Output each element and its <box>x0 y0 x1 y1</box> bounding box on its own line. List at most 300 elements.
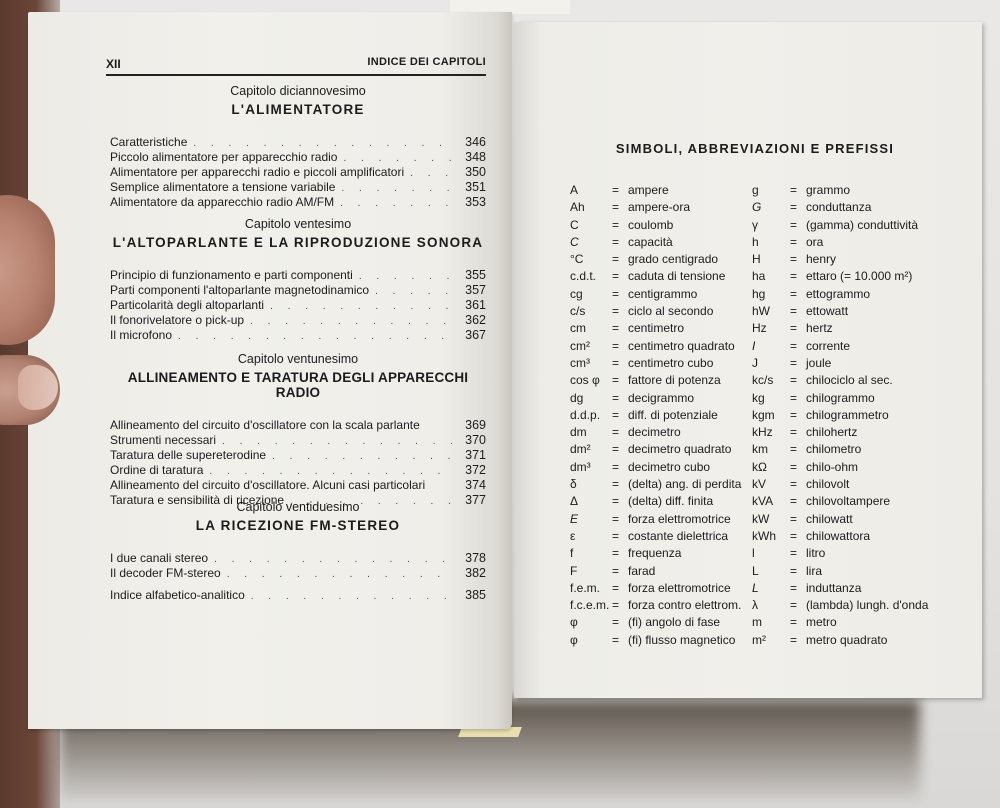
symbol-row <box>570 407 741 424</box>
symbol: f <box>570 546 574 561</box>
symbol-row <box>570 286 741 303</box>
toc-entry <box>110 283 486 298</box>
equals-sign: = <box>790 494 798 509</box>
toc-entry-text: Il decoder FM-stereo <box>110 566 221 580</box>
equals-sign: = <box>612 338 620 353</box>
symbol-row <box>570 234 741 251</box>
symbol: G <box>752 200 762 215</box>
chapter-20 <box>110 217 486 343</box>
symbol-row <box>752 234 928 251</box>
toc-entry <box>110 588 486 603</box>
definition: ettogrammo <box>806 286 871 301</box>
definition: conduttanza <box>806 200 872 215</box>
symbol: kc/s <box>752 373 774 388</box>
chapter-19 <box>110 84 486 210</box>
definition: forza elettromotrice <box>628 580 731 595</box>
toc-entry <box>110 150 486 165</box>
definition: chilogrammo <box>806 390 875 405</box>
symbol-row <box>570 545 741 562</box>
chapter-label: Capitolo ventesimo <box>244 217 352 231</box>
symbol: h <box>752 234 759 249</box>
equals-sign: = <box>790 528 798 543</box>
running-head-title: INDICE DEI CAPITOLI <box>367 56 486 68</box>
equals-sign: = <box>790 355 798 370</box>
definition: corrente <box>806 338 851 353</box>
symbol-row <box>752 217 928 234</box>
symbol: c.d.t. <box>570 269 597 284</box>
equals-sign: = <box>790 286 798 301</box>
definition: caduta di tensione <box>628 269 726 284</box>
definition: (delta) diff. finita <box>628 494 714 509</box>
toc-entry-text: Allineamento del circuito d'oscillatore. Alcuni casi particolari <box>110 478 426 492</box>
chapter-title: ALLINEAMENTO E TARATURA DEGLI APPARECCHI RADIO <box>127 370 469 400</box>
symbol-row <box>752 597 928 614</box>
equals-sign: = <box>612 528 620 543</box>
equals-sign: = <box>612 355 620 370</box>
symbol-row <box>752 182 928 199</box>
symbol: cos φ <box>570 373 600 388</box>
equals-sign: = <box>790 269 798 284</box>
equals-sign: = <box>790 234 798 249</box>
definition: ciclo al secondo <box>628 304 714 319</box>
symbol-row <box>570 182 741 199</box>
toc-entry-text: Piccolo alimentatore per apparecchio radio <box>110 150 338 164</box>
symbol: E <box>570 511 579 526</box>
equals-sign: = <box>790 425 798 440</box>
definition: chilo-ohm <box>806 459 859 474</box>
equals-sign: = <box>612 390 620 405</box>
symbol: kg <box>752 390 765 405</box>
leader-dots <box>214 553 452 568</box>
definition: decimetro <box>628 425 681 440</box>
leader-dots <box>340 197 452 212</box>
definition: ampere-ora <box>628 200 691 215</box>
symbol-row <box>570 372 741 389</box>
equals-sign: = <box>612 459 620 474</box>
toc-entry-page: 350 <box>465 165 486 179</box>
symbol: f.c.e.m. <box>570 598 610 613</box>
equals-sign: = <box>790 546 798 561</box>
symbol: φ <box>570 615 578 630</box>
toc-entry-page: 370 <box>465 433 486 447</box>
toc-entry-page: 371 <box>465 448 486 462</box>
symbol: f.e.m. <box>570 580 601 595</box>
symbol-row <box>752 511 928 528</box>
toc-entry-text: Indice alfabetico-analitico <box>110 588 245 602</box>
symbol-row <box>752 528 928 545</box>
symbol-row <box>752 286 928 303</box>
symbol-row <box>752 493 928 510</box>
equals-sign: = <box>612 183 620 197</box>
equals-sign: = <box>612 321 620 336</box>
running-head <box>106 50 486 76</box>
toc-entry <box>110 195 486 210</box>
symbol: ε <box>570 528 576 543</box>
equals-sign: = <box>612 286 620 301</box>
definition: (gamma) conduttività <box>806 217 919 232</box>
symbol: d.d.p. <box>570 407 601 422</box>
toc-entry <box>110 418 486 433</box>
toc-entry <box>110 165 486 180</box>
equals-sign: = <box>790 304 798 319</box>
symbol-row <box>570 424 741 441</box>
symbol: dm <box>570 425 587 440</box>
symbol: g <box>752 183 759 197</box>
equals-sign: = <box>790 390 798 405</box>
equals-sign: = <box>612 511 620 526</box>
symbol: kV <box>752 477 767 492</box>
definition: centimetro quadrato <box>628 338 735 353</box>
symbol-row <box>752 251 928 268</box>
toc-entry-text: Ordine di taratura <box>110 463 204 477</box>
toc-entry-text: I due canali stereo <box>110 551 209 565</box>
symbol-row <box>752 303 928 320</box>
symbol: c/s <box>570 304 586 319</box>
symbol-row <box>570 338 741 355</box>
hand-finger <box>0 195 55 345</box>
symbol: cm <box>570 321 586 336</box>
definition: lira <box>806 563 823 578</box>
chapter-label: Capitolo diciannovesimo <box>230 84 366 98</box>
toc-entry-page: 369 <box>465 418 486 432</box>
definition: (delta) ang. di perdita <box>628 477 742 492</box>
symbol: C <box>570 234 579 249</box>
equals-sign: = <box>612 200 620 215</box>
equals-sign: = <box>612 269 620 284</box>
symbols-column-2 <box>752 182 928 649</box>
toc-entry-page: 351 <box>465 180 486 194</box>
symbol: kHz <box>752 425 773 440</box>
symbol: γ <box>752 217 758 232</box>
symbol: J <box>752 355 758 370</box>
definition: chilovoltampere <box>806 494 891 509</box>
equals-sign: = <box>612 580 620 595</box>
symbol-row <box>570 528 741 545</box>
definition: decimetro cubo <box>628 459 711 474</box>
definition: metro quadrato <box>806 632 888 647</box>
definition: fattore di potenza <box>628 373 721 388</box>
equals-sign: = <box>612 546 620 561</box>
symbol-row <box>752 407 928 424</box>
definition: chilohertz <box>806 425 858 440</box>
definition: forza elettromotrice <box>628 511 731 526</box>
toc-entry-text: Alimentatore per apparecchi radio e piccoli amplificatori <box>110 165 405 179</box>
toc-entry-page: 378 <box>465 551 486 565</box>
definition: (fi) flusso magnetico <box>628 632 736 647</box>
toc-entry-page: 348 <box>465 150 486 164</box>
symbol: ha <box>752 269 766 284</box>
definition: grammo <box>806 183 851 197</box>
symbol: l <box>752 546 755 561</box>
definition: decigrammo <box>628 390 695 405</box>
equals-sign: = <box>790 580 798 595</box>
leader-dots <box>178 330 452 345</box>
symbol: hW <box>752 304 770 319</box>
symbol-row <box>752 320 928 337</box>
equals-sign: = <box>790 183 798 197</box>
equals-sign: = <box>612 477 620 492</box>
leader-dots <box>341 182 452 197</box>
symbol: L <box>752 563 759 578</box>
definition: chilowattora <box>806 528 871 543</box>
equals-sign: = <box>790 511 798 526</box>
toc-entry-text: Parti componenti l'altoparlante magnetodinamico <box>110 283 370 297</box>
definition: henry <box>806 252 837 267</box>
definition: chilowatt <box>806 511 853 526</box>
symbol: C <box>570 217 579 232</box>
symbol: cg <box>570 286 583 301</box>
toc-entry <box>110 478 486 493</box>
symbol: Ah <box>570 200 585 215</box>
toc-entry-text: Alimentatore da apparecchio radio AM/FM <box>110 195 335 209</box>
leader-dots <box>375 285 452 300</box>
toc-entry <box>110 268 486 283</box>
definition: costante dielettrica <box>628 528 729 543</box>
symbol-row <box>570 511 741 528</box>
toc-entry-text: Allineamento del circuito d'oscillatore con la scala parlante <box>110 418 420 432</box>
chapter-title: L'ALTOPARLANTE E LA RIPRODUZIONE SONORA <box>112 235 484 250</box>
equals-sign: = <box>790 598 798 613</box>
symbol-row <box>752 199 928 216</box>
symbol-row <box>752 441 928 458</box>
definition: decimetro quadrato <box>628 442 732 457</box>
symbol: Hz <box>752 321 767 336</box>
symbol: kVA <box>752 494 774 509</box>
toc-entry-text: Strumenti necessari <box>110 433 217 447</box>
toc-entry-page: 357 <box>465 283 486 297</box>
equals-sign: = <box>790 632 798 647</box>
definition: (fi) angolo di fase <box>628 615 721 630</box>
chapter-label: Capitolo ventiduesimo <box>236 500 360 514</box>
leader-dots <box>410 167 452 182</box>
symbol: m <box>752 615 762 630</box>
symbol-row <box>752 476 928 493</box>
toc-entry <box>110 433 486 448</box>
toc-entry-text: Semplice alimentatore a tensione variabile <box>110 180 336 194</box>
symbol-row <box>570 459 741 476</box>
definition: induttanza <box>806 580 862 595</box>
page-number: XII <box>106 57 121 71</box>
definition: chilovolt <box>806 477 850 492</box>
toc-entry-page: 374 <box>465 478 486 492</box>
symbol-row <box>570 632 741 649</box>
symbol: kW <box>752 511 770 526</box>
toc-entry <box>110 135 486 150</box>
toc-entry-text: Taratura e sensibilità di ricezione <box>110 493 285 507</box>
equals-sign: = <box>612 373 620 388</box>
toc-entry-text: Il microfono <box>110 328 173 342</box>
symbol-row <box>570 320 741 337</box>
equals-sign: = <box>790 615 798 630</box>
definition: ampere <box>628 183 669 197</box>
equals-sign: = <box>790 338 798 353</box>
symbol-row <box>752 632 928 649</box>
equals-sign: = <box>790 252 798 267</box>
toc-entry-page: 355 <box>465 268 486 282</box>
definition: capacità <box>628 234 673 249</box>
definition: metro <box>806 615 837 630</box>
symbol: kgm <box>752 407 775 422</box>
symbol-row <box>570 493 741 510</box>
symbol: H <box>752 252 761 267</box>
toc-entry <box>110 551 486 566</box>
symbol-row <box>570 303 741 320</box>
equals-sign: = <box>790 477 798 492</box>
toc-entry-text: Principio di funzionamento e parti componenti <box>110 268 353 282</box>
toc-entry-page: 361 <box>465 298 486 312</box>
symbol: dm³ <box>570 459 591 474</box>
symbol: dm² <box>570 442 591 457</box>
definition: chilogrammetro <box>806 407 889 422</box>
symbol: λ <box>752 598 758 613</box>
leader-dots <box>227 568 452 583</box>
definition: coulomb <box>628 217 674 232</box>
chapter-21 <box>110 352 486 508</box>
symbol-row <box>570 390 741 407</box>
symbol-row <box>752 372 928 389</box>
symbol-row <box>570 580 741 597</box>
definition: joule <box>806 355 832 370</box>
symbol: kΩ <box>752 459 767 474</box>
symbol: δ <box>570 477 577 492</box>
chapter-title: LA RICEZIONE FM-STEREO <box>195 518 401 533</box>
equals-sign: = <box>790 459 798 474</box>
toc-entry-text: Caratteristiche <box>110 135 188 149</box>
equals-sign: = <box>612 615 620 630</box>
chapter-label: Capitolo ventunesimo <box>237 352 359 366</box>
symbol-row <box>570 268 741 285</box>
definition: forza contro elettrom. <box>628 598 742 613</box>
toc-entry-text: Taratura delle supereterodine <box>110 448 267 462</box>
symbol: L <box>752 580 759 595</box>
equals-sign: = <box>790 442 798 457</box>
definition: farad <box>628 563 656 578</box>
symbol: dg <box>570 390 584 405</box>
chapter-title: L'ALIMENTATORE <box>231 102 365 117</box>
symbol-row <box>570 217 741 234</box>
toc-entry-page: 353 <box>465 195 486 209</box>
symbol: cm² <box>570 338 590 353</box>
leader-dots <box>359 270 452 285</box>
symbol-row <box>570 597 741 614</box>
chapter-22 <box>110 500 486 581</box>
symbol: hg <box>752 286 766 301</box>
equals-sign: = <box>790 200 798 215</box>
symbol-row <box>752 459 928 476</box>
equals-sign: = <box>612 425 620 440</box>
symbol: km <box>752 442 768 457</box>
symbols-title: SIMBOLI, ABBREVIAZIONI E PREFISSI <box>615 141 895 156</box>
toc-entry-page: 367 <box>465 328 486 342</box>
symbol-row <box>570 476 741 493</box>
toc-entry <box>110 448 486 463</box>
symbol-row <box>752 338 928 355</box>
equals-sign: = <box>790 217 798 232</box>
symbol: Δ <box>570 494 579 509</box>
symbol: φ <box>570 632 578 647</box>
equals-sign: = <box>612 442 620 457</box>
equals-sign: = <box>612 598 620 613</box>
equals-sign: = <box>790 373 798 388</box>
equals-sign: = <box>612 234 620 249</box>
symbol: °C <box>570 252 584 267</box>
symbol-row <box>752 545 928 562</box>
equals-sign: = <box>790 321 798 336</box>
definition: chilometro <box>806 442 862 457</box>
definition: litro <box>806 546 826 561</box>
definition: ettowatt <box>806 304 849 319</box>
symbol: cm³ <box>570 355 590 370</box>
symbol: F <box>570 563 578 578</box>
equals-sign: = <box>790 563 798 578</box>
symbol-row <box>570 355 741 372</box>
definition: frequenza <box>628 546 682 561</box>
toc-entry-page: 372 <box>465 463 486 477</box>
equals-sign: = <box>612 563 620 578</box>
symbol-row <box>570 441 741 458</box>
symbol-row <box>570 199 741 216</box>
toc-entry-page: 385 <box>465 588 486 602</box>
symbol-row <box>752 580 928 597</box>
definition: hertz <box>806 321 833 336</box>
equals-sign: = <box>612 494 620 509</box>
symbol-row <box>752 424 928 441</box>
symbol: m² <box>752 632 766 647</box>
equals-sign: = <box>790 407 798 422</box>
symbol-row <box>570 614 741 631</box>
toc-entry-page: 377 <box>465 493 486 507</box>
leader-dots <box>270 300 452 315</box>
symbol-row <box>752 563 928 580</box>
toc-entry-text: Particolarità degli altoparlanti <box>110 298 265 312</box>
symbol: A <box>570 183 579 197</box>
toc-entry-page: 382 <box>465 566 486 580</box>
toc-entry <box>110 566 486 581</box>
leader-dots <box>250 315 452 330</box>
toc-entry-text: Il fonorivelatore o pick-up <box>110 313 245 327</box>
definition: ora <box>806 234 824 249</box>
toc-entry <box>110 298 486 313</box>
leader-dots <box>272 450 452 465</box>
leader-dots <box>251 590 452 605</box>
toc-entry <box>110 463 486 478</box>
symbol-row <box>752 390 928 407</box>
definition: centigrammo <box>628 286 698 301</box>
toc-entry <box>110 313 486 328</box>
toc-entry-page: 346 <box>465 135 486 149</box>
definition: grado centigrado <box>628 252 719 267</box>
equals-sign: = <box>612 407 620 422</box>
symbol: I <box>752 338 756 353</box>
definition: (lambda) lungh. d'onda <box>806 598 929 613</box>
equals-sign: = <box>612 252 620 267</box>
toc-entry-page: 362 <box>465 313 486 327</box>
toc-entry <box>110 180 486 195</box>
symbol-row <box>570 251 741 268</box>
symbol-row <box>752 614 928 631</box>
index-entry <box>110 588 486 603</box>
equals-sign: = <box>612 632 620 647</box>
equals-sign: = <box>612 217 620 232</box>
definition: centimetro cubo <box>628 355 714 370</box>
equals-sign: = <box>612 304 620 319</box>
symbols-column-1 <box>570 182 741 649</box>
definition: ettaro (= 10.000 m²) <box>806 269 913 284</box>
toc-entry <box>110 328 486 343</box>
definition: centimetro <box>628 321 685 336</box>
symbol-row <box>752 355 928 372</box>
definition: diff. di potenziale <box>628 407 718 422</box>
